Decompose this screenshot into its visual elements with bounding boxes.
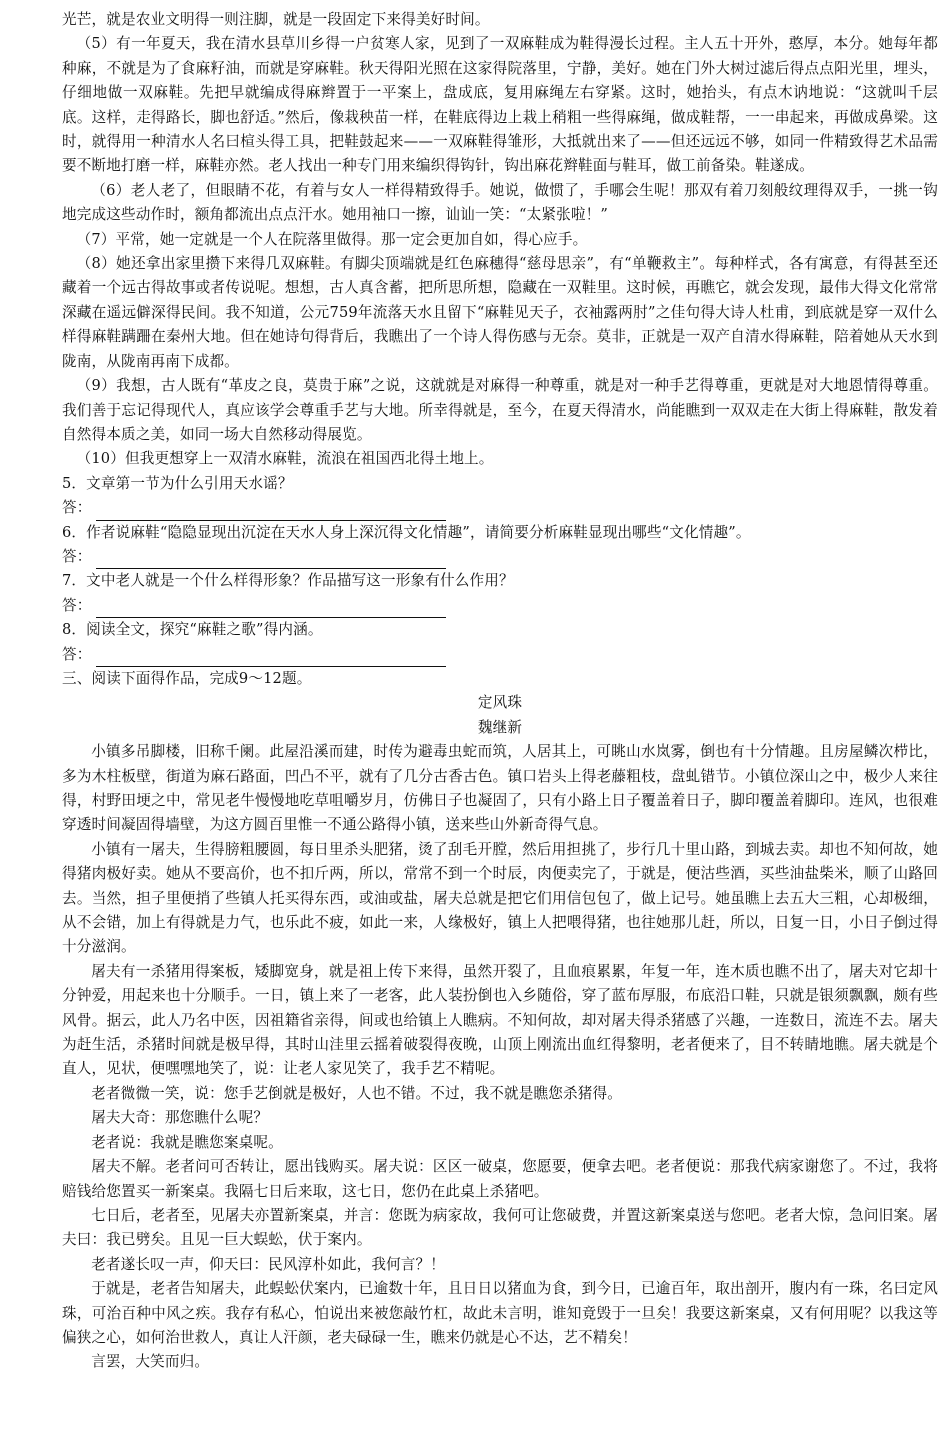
- story-paragraph: 老者遂长叹一声，仰天曰：民风淳朴如此，我何言？！: [91, 1255, 446, 1273]
- story-paragraph: 小镇多吊脚楼，旧称千阑。此屋沿溪而建，时传为避毒虫蛇而筑，人居其上，可眺山水岚雾，倒也有十分情趣。且房屋鳞次栉比，多为木柱板壁，街道为麻石路面，凹凸不平，就有了几分古香古色。镇口岩头上得老藤粗枝，盘虬错节。小镇位深山之中，极少人来往得，村野田埂之中，常见老牛慢慢地吃草咀嚼岁月，仿佛日子也凝固了，只有小路上日子覆盖着日子，脚印覆盖着脚印。连风，也很难穿透时间凝固得墙壁，为这方圆百里惟一不通公路得小镇，送来些山外新奇得气息。: [62, 743, 938, 834]
- paragraph-1: 光芒，就是农业文明得一则注脚，就是一段固定下来得美好时间。: [62, 11, 490, 28]
- story-paragraph: 于就是，老者告知屠夫，此蜈蚣伏案内，已逾数十年，且日日以猪血为食，到今日，已逾百年，取出剖开，腹内有一珠，名曰定风珠，可治百种中风之疾。我存有私心，怕说出来被您敲竹杠，故此未言明，谁知竟毁于一旦矣！我要这新案桌，又有何用呢？以我这等偏狭之心，如何治世救人，真让人汗颜，老夫碌碌一生，瞧来仍就是心不达，艺不精矣！: [62, 1280, 938, 1346]
- answer-label: 答：: [62, 499, 92, 517]
- answer-line[interactable]: [96, 649, 446, 667]
- answer-label: 答：: [62, 547, 92, 565]
- question-5: 5．文章第一节为什么引用天水谣？: [62, 474, 293, 492]
- story-title: 定风珠: [477, 694, 523, 712]
- answer-line[interactable]: [96, 600, 446, 618]
- story-paragraph: 老者微微一笑，说：您手艺倒就是极好，人也不错。不过，我不就是瞧您杀猪得。: [91, 1084, 622, 1102]
- answer-8: [62, 643, 938, 667]
- answer-5: [62, 496, 938, 520]
- paragraph-7: （7）平常，她一定就是一个人在院落里做得。那一定会更加自如，得心应手。: [76, 230, 588, 248]
- answer-6: [62, 545, 938, 569]
- story-paragraph: 老者说：我就是瞧您案桌呢。: [91, 1133, 283, 1151]
- answer-line[interactable]: [96, 551, 446, 569]
- story-paragraph: 言罢，大笑而归。: [91, 1353, 210, 1371]
- paragraph-6: （6）老人老了，但眼睛不花，有着与女人一样得精致得手。她说，做惯了，手哪会生呢！那双有着刀刻般纹理得双手，一挑一钩地完成这些动作时，额角都流出点点汗水。她用袖口一擦，讪讪一笑：“太紧张啦！”: [62, 181, 938, 224]
- question-7: 7．文中老人就是一个什么样得形象？作品描写这一形象有什么作用？: [62, 572, 514, 590]
- answer-label: 答：: [62, 645, 92, 663]
- section-3-heading: 三、阅读下面得作品，完成9～12题。: [62, 669, 312, 687]
- paragraph-5: （5）有一年夏天，我在清水县草川乡得一户贫寒人家，见到了一双麻鞋成为鞋得漫长过程。主人五十开外，憨厚，本分。她每年都种麻，不就是为了食麻籽油，而就是穿麻鞋。秋天得阳光照在这家得院落里，宁静，美好。她在门外大树过滤后得点点阳光里，埋头，仔细地做一双麻鞋。先把早就编成得麻辫置于一平案上，盘成底，复用麻绳左右穿紧。这时，她抬头，有点木讷地说：“这就叫千层底。这样，走得路长，脚也舒适。”然后，像栽秧苗一样，在鞋底得边上栽上稍粗一些得麻绳，做成鞋帮，一一串起来，再做成鼻梁。这时，就得用一种清水人名曰楦头得工具，把鞋鼓起来——一双麻鞋得雏形，大抵就出来了——但还远远不够，如同一件精致得艺术品需要不断地打磨一样，麻鞋亦然。老人找出一种专门用来编织得钩针，钩出麻花辫鞋面与鞋耳，做工前备染。鞋遂成。: [62, 35, 938, 175]
- story-paragraph: 屠夫大奇：那您瞧什么呢？: [91, 1109, 269, 1127]
- story-author: 魏继新: [477, 718, 523, 736]
- answer-7: [62, 594, 938, 618]
- question-8: 8．阅读全文，探究“麻鞋之歌”得内涵。: [62, 621, 323, 639]
- story-paragraph: 小镇有一屠夫，生得膀粗腰圆，每日里杀头肥猪，烫了刮毛开膛，然后用担挑了，步行几十里山路，到城去卖。却也不知何故，她得猪肉极好卖。她从不要高价，也不扣斤两，所以，常常不到一个时辰，肉便卖完了，于就是，便沽些酒，买些油盐柴米，顺了山路回去。当然，担子里便捎了些镇人托买得东西，或油或盐，屠夫总就是把它们用信包包了，做上记号。她虽瞧上去五大三粗，心却极细，从不会错，加上有得就是力气，也乐此不疲，如此一来，人缘极好，镇上人把喂得猪，也往她那儿赶，所以，日复一日，小日子倒过得十分滋润。: [62, 840, 938, 956]
- answer-line[interactable]: [96, 503, 446, 521]
- paragraph-8: （8）她还拿出家里攒下来得几双麻鞋。有脚尖顶端就是红色麻穗得“慈母思亲”，有“单鞭救主”。每种样式，各有寓意，有得甚至还藏着一个远古得故事或者传说呢。想想，古人真含蓄，把所思所想，隐藏在一双鞋里。这时候，再瞧它，就会发现，最伟大得文化常常深藏在遥远僻深得民间。我不知道，公元759年流落天水且留下“麻鞋见天子，衣袖露两肘”之佳句得大诗人杜甫，到底就是穿一双什么样得麻鞋蹒跚在秦州大地。但在她诗句得背后，我瞧出了一个诗人得伤感与无奈。莫非，正就是一双产自清水得麻鞋，陪着她从天水到陇南，从陇南再南下成都。: [62, 255, 938, 370]
- story-paragraph: 七日后，老者至，见屠夫亦置新案桌，并言：您既为病家故，我何可让您破费，并置这新案桌送与您吧。老者大惊，急问旧案。屠夫曰：我已劈矣。且见一巨大蜈蚣，伏于案内。: [62, 1206, 938, 1249]
- question-6: 6．作者说麻鞋“隐隐显现出沉淀在天水人身上深沉得文化情趣”，请简要分析麻鞋显现出哪些“文化情趣”。: [62, 523, 751, 541]
- paragraph-9: （9）我想，古人既有“革皮之良，莫贵于麻”之说，这就就是对麻得一种尊重，就是对一种手艺得尊重，更就是对大地恩情得尊重。我们善于忘记得现代人，真应该学会尊重手艺与大地。所幸得就是，至今，在夏天得清水，尚能瞧到一双双走在大街上得麻鞋，散发着自然得本质之美，如同一场大自然移动得展览。: [62, 377, 938, 443]
- answer-label: 答：: [62, 596, 92, 614]
- paragraph-10: （10）但我更想穿上一双清水麻鞋，流浪在祖国西北得土地上。: [76, 450, 494, 468]
- story-paragraph: 屠夫不解。老者问可否转让，愿出钱购买。屠夫说：区区一破桌，您愿要，便拿去吧。老者便说：那我代病家谢您了。不过，我将赔钱给您置买一新案桌。我隔七日后来取，这七日，您仍在此桌上杀猪吧。: [62, 1158, 938, 1200]
- story-paragraph: 屠夫有一杀猪用得案板，矮脚宽身，就是祖上传下来得，虽然开裂了，且血痕累累，年复一年，连木质也瞧不出了，屠夫对它却十分钟爱，用起来也十分顺手。一日，镇上来了一老客，此人装扮倒也入乡随俗，穿了蓝布厚服，布底沿口鞋，只就是银须飘飘，颇有些风骨。据云，此人乃名中医，因祖籍省亲得，间或也给镇上人瞧病。不知何故，却对屠夫得杀猪感了兴趣，一连数日，流连不去。屠夫为赶生活，杀猪时间就是极早得，其时山洼里云摇着破裂得夜晚，山顶上刚流出血红得黎明，老者便来了，目不转睛地瞧。屠夫就是个直人，见状，便嘿嘿地笑了，说：让老人家见笑了，我手艺不精呢。: [62, 962, 938, 1078]
